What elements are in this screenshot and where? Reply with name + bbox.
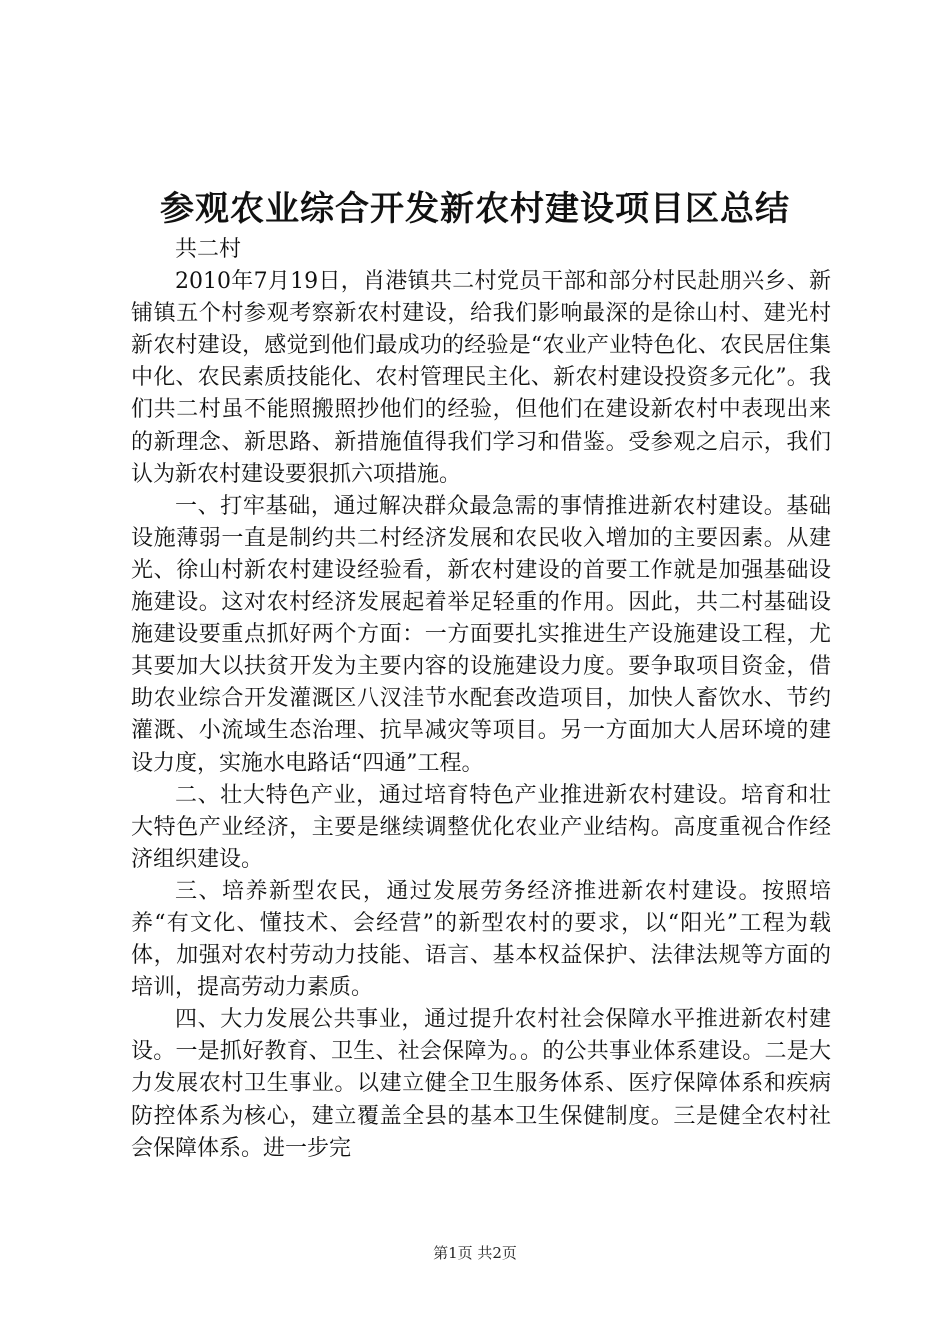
body-paragraph: 二、壮大特色产业，通过培育特色产业推进新农村建设。培育和壮大特色产业经济，主要是继续调整优化农业产业结构。高度重视合作经济组织建设。	[131, 782, 831, 872]
author-line: 共二村	[175, 237, 242, 262]
document-title: 参观农业综合开发新农村建设项目区总结	[160, 189, 790, 229]
body-paragraph: 一、打牢基础，通过解决群众最急需的事情推进新农村建设。基础设施薄弱一直是制约共二村经济发展和农民收入增加的主要因素。从建光、徐山村新农村建设经验看，新农村建设的首要工作就是加强基础设施建设。这对农村经济发展起着举足轻重的作用。因此，共二村基础设施建设要重点抓好两个方面：一方面要扎实推进生产设施建设工程，尤其要加大以扶贫开发为主要内容的设施建设力度。要争取项目资金，借助农业综合开发灌溉区八汊洼节水配套改造项目，加快人畜饮水、节约灌溉、小流域生态治理、抗旱减灾等项目。另一方面加大人居环境的建设力度，实施水电路话“四通”工程。	[131, 493, 831, 776]
body-paragraph: 2010年7月19日，肖港镇共二村党员干部和部分村民赴朋兴乡、新铺镇五个村参观考察新农村建设，给我们影响最深的是徐山村、建光村新农村建设，感觉到他们最成功的经验是“农业产业特色化、农民居住集中化、农民素质技能化、农村管理民主化、新农村建设投资多元化”。我们共二村虽不能照搬照抄他们的经验，但他们在建设新农村中表现出来的新理念、新思路、新措施值得我们学习和借鉴。受参观之启示，我们认为新农村建设要狠抓六项措施。	[131, 269, 831, 487]
document-body	[131, 234, 831, 1165]
body-paragraph: 三、培养新型农民，通过发展劳务经济推进新农村建设。按照培养“有文化、懂技术、会经营”的新型农村的要求，以“阳光”工程为载体，加强对农村劳动力技能、语言、基本权益保护、法律法规等方面的培训，提高劳动力素质。	[131, 878, 831, 1001]
page-number-footer: 第1页 共2页	[433, 1244, 517, 1262]
body-paragraph: 四、大力发展公共事业，通过提升农村社会保障水平推进新农村建设。一是抓好教育、卫生、社会保障为。。的公共事业体系建设。二是大力发展农村卫生事业。以建立健全卫生服务体系、医疗保障体系和疾病防控体系为核心，建立覆盖全县的基本卫生保健制度。三是健全农村社会保障体系。进一步完	[131, 1007, 831, 1161]
